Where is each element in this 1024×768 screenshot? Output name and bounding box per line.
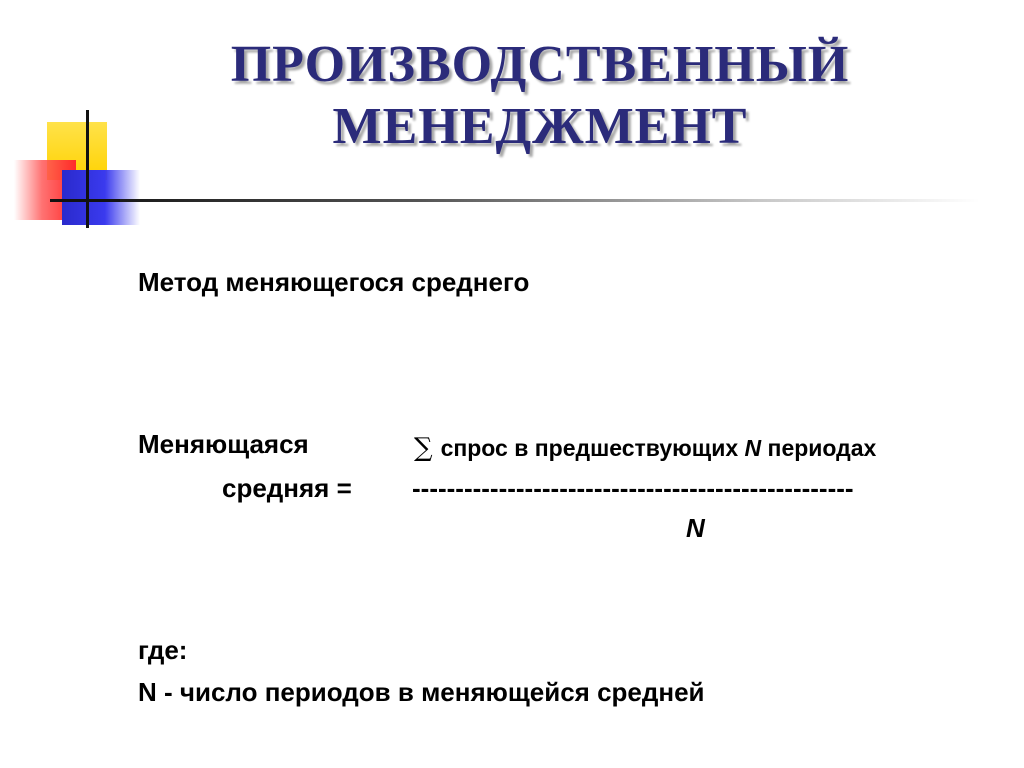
title-line-2: МЕНЕДЖМЕНТ (332, 98, 748, 155)
slide-title (100, 34, 980, 158)
fraction-bar: --------------------------------------------------- (412, 473, 854, 503)
numerator-text-before: спрос в предшествующих (440, 435, 739, 461)
title-line-1: ПРОИЗВОДСТВЕННЫЙ (230, 36, 850, 93)
logo-blue-square (62, 170, 140, 225)
title-underline (120, 199, 980, 202)
where-label: где: (138, 635, 188, 665)
numerator-text-after: периодах (767, 435, 877, 461)
logo-vertical-line (86, 110, 89, 228)
formula-denominator: N (686, 513, 705, 543)
n-definition: N - число периодов в меняющейся средней (138, 677, 705, 707)
sigma-symbol: ∑ (414, 433, 433, 463)
formula-numerator (414, 432, 876, 464)
method-heading: Метод меняющегося среднего (138, 267, 530, 297)
formula-lhs-line-1: Меняющаяся (138, 429, 309, 459)
formula-lhs-line-2: средняя = (222, 473, 352, 503)
numerator-variable: N (744, 435, 762, 461)
